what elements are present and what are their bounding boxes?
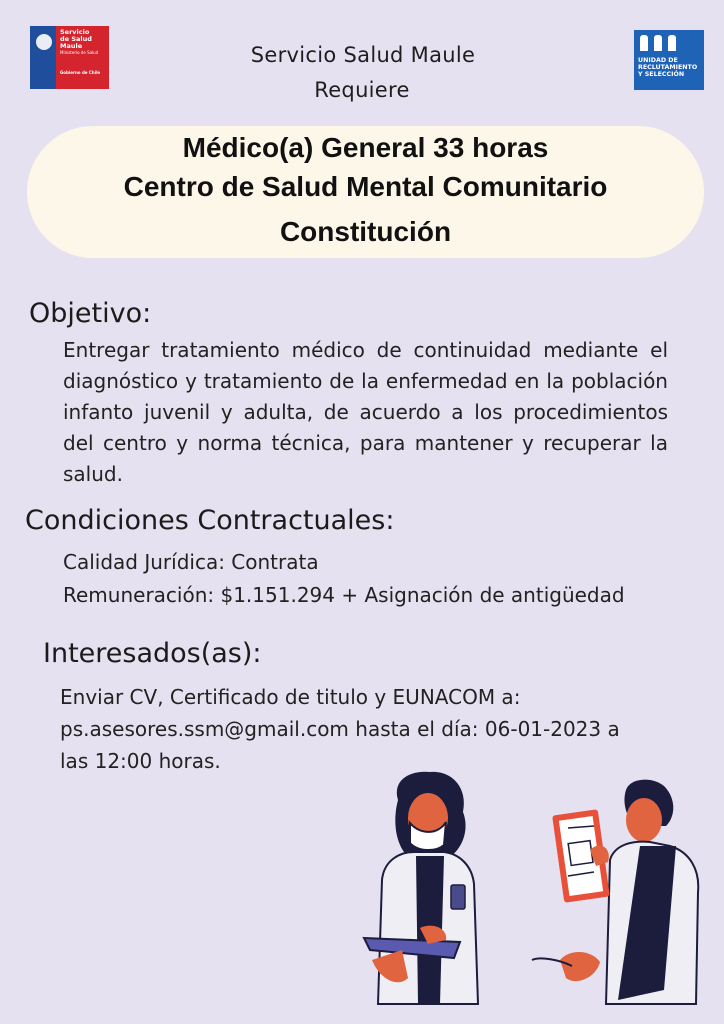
male-doctor-illustration: [532, 780, 698, 1004]
apply-email-deadline: ps.asesores.ssm@gmail.com hasta el día: 06-01-2023 a: [60, 717, 620, 741]
job-center: Centro de Salud Mental Comunitario: [123, 171, 608, 202]
unit-text-2: RECLUTAMIENTO: [638, 64, 698, 71]
female-doctor-illustration: [364, 772, 478, 1004]
conditions-heading: Condiciones Contractuales:: [25, 505, 395, 536]
unit-text-3: Y SELECCIÓN: [638, 71, 685, 78]
objective-heading: Objetivo:: [29, 298, 152, 329]
logo-text-servicio: Servicio: [60, 28, 90, 36]
unit-text-1: UNIDAD DE: [638, 57, 678, 64]
apply-time: las 12:00 horas.: [60, 749, 221, 773]
legal-status: Calidad Jurídica: Contrata: [63, 550, 319, 574]
org-name: Servicio Salud Maule: [250, 43, 476, 67]
logo-text-de-salud: de Salud: [60, 35, 92, 43]
objective-text: Entregar tratamiento médico de continuidad mediante el diagnóstico y tratamiento de la enfermedad en la población infanto juvenil y adulta, de acuerdo a los procedimientos del centro y norma técnica, para mantener y recuperar la salud.: [63, 338, 668, 486]
apply-instructions: Enviar CV, Certificado de titulo y EUNACOM a:: [60, 685, 521, 709]
logo-text-gobierno: Gobierno de Chile: [60, 70, 101, 75]
salary: Remuneración: $1.151.294 + Asignación de antigüedad: [63, 583, 625, 607]
requires-label: Requiere: [314, 78, 410, 102]
logo-text-ministerio: Ministerio de Salud: [60, 50, 99, 55]
job-location: Constitución: [279, 216, 452, 247]
interested-heading: Interesados(as):: [43, 638, 262, 669]
job-title: Médico(a) General 33 horas: [182, 132, 549, 163]
logo-text-maule: Maule: [60, 42, 83, 50]
